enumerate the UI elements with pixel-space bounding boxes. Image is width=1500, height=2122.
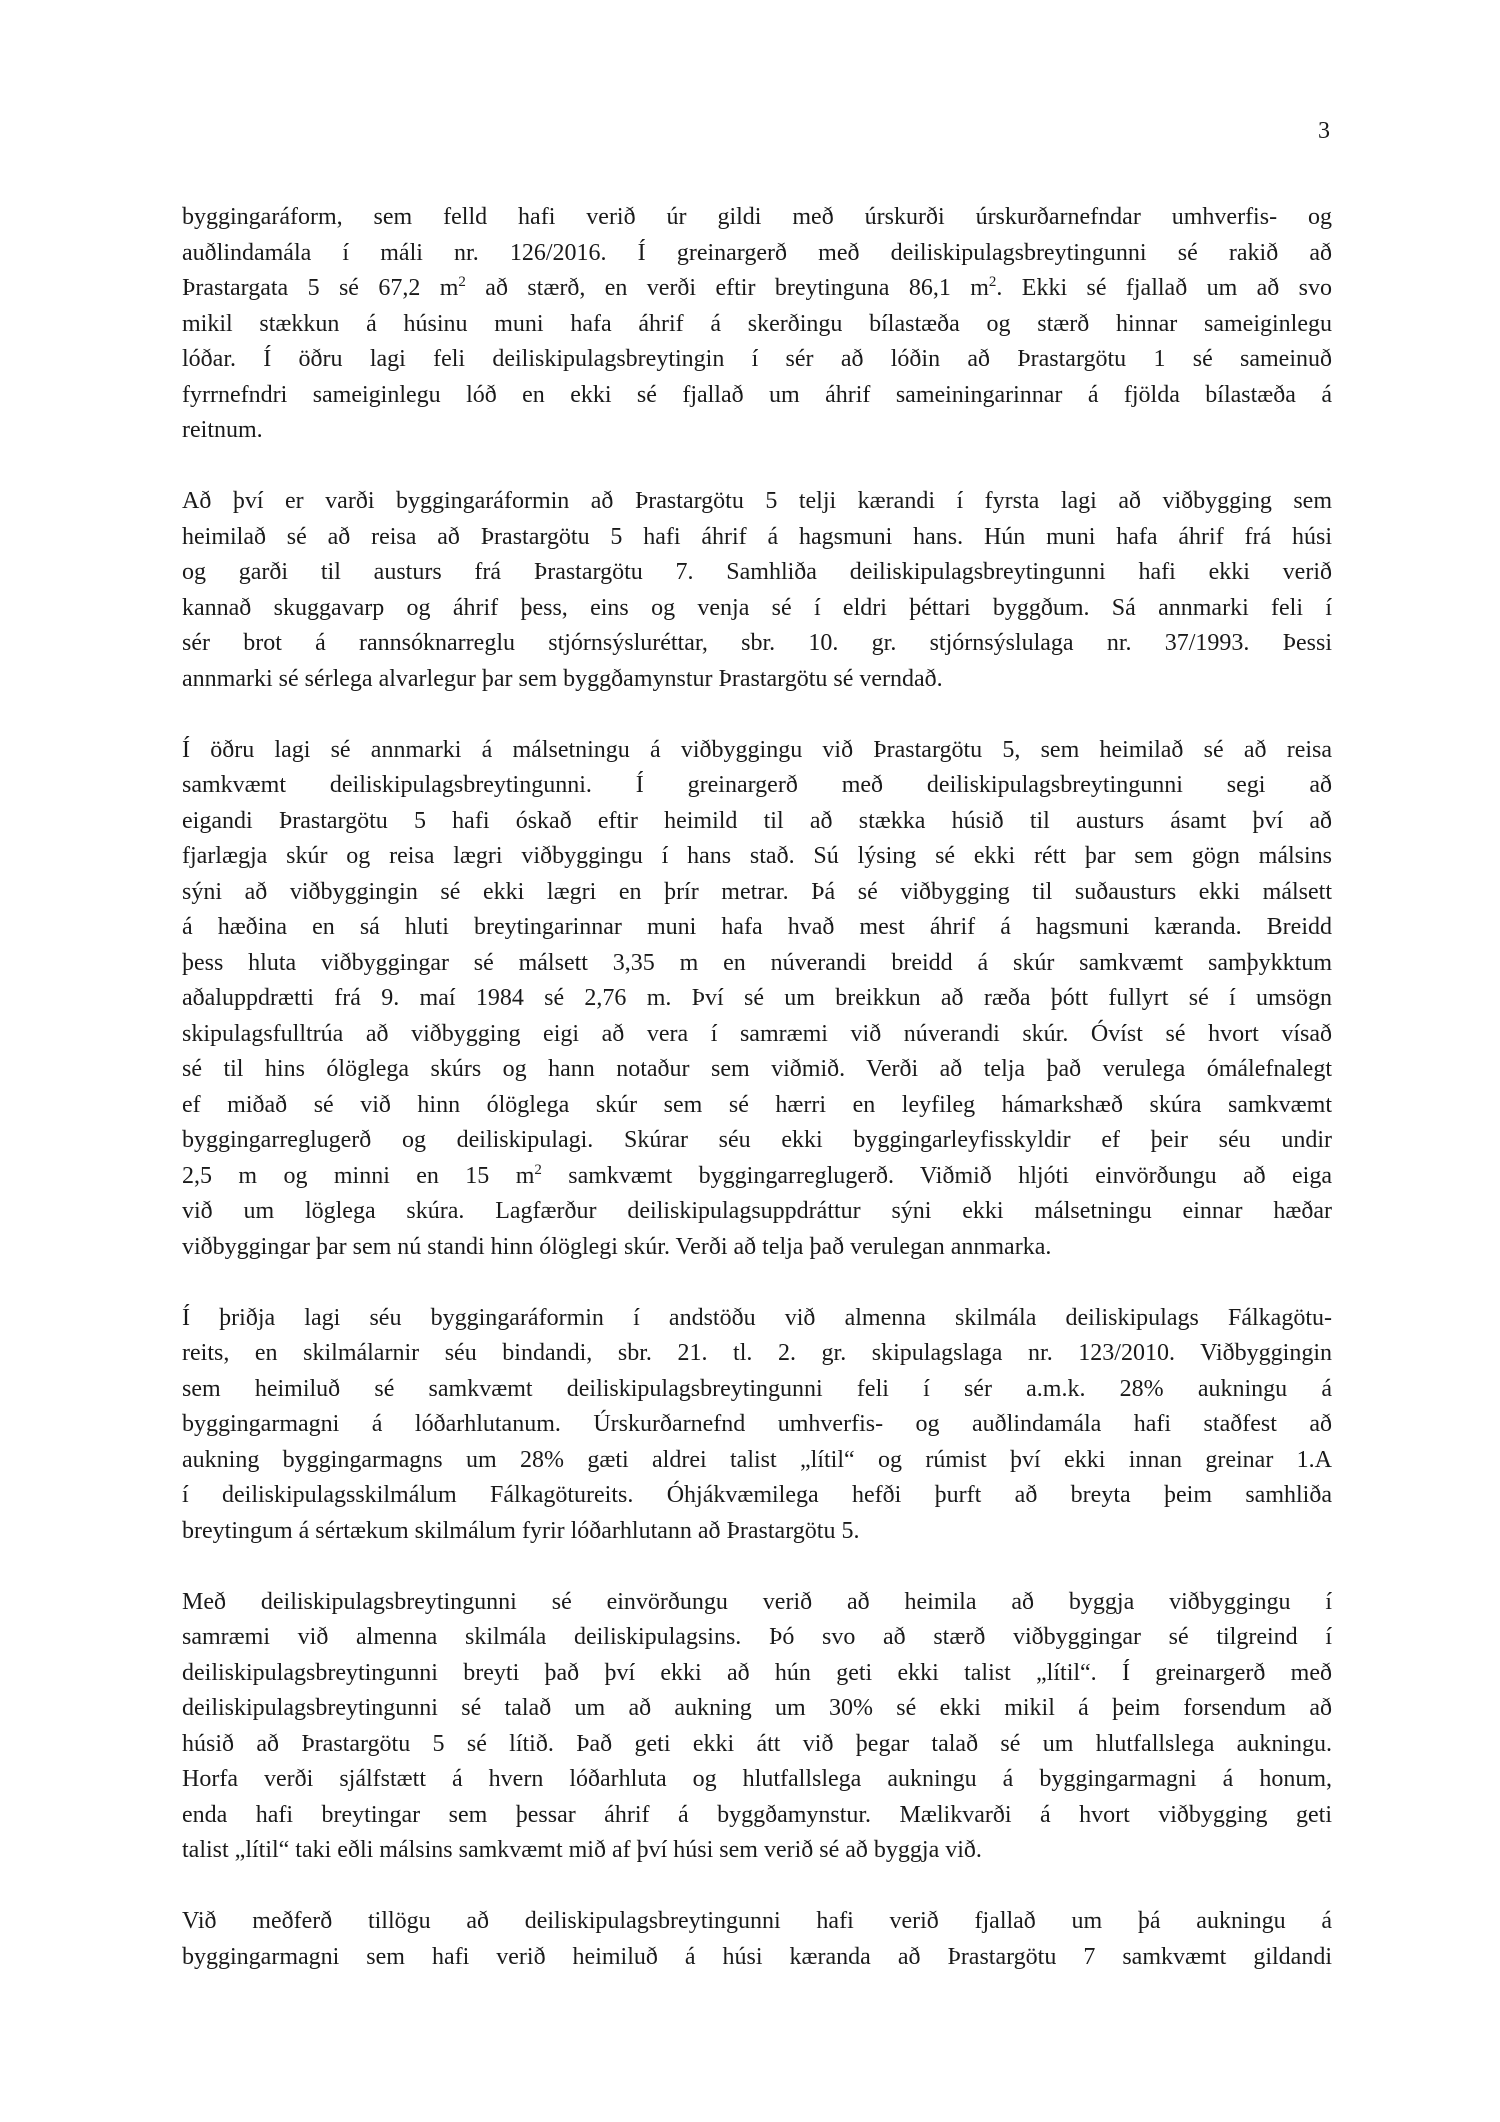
text-segment: samkvæmt byggingarreglugerð. Viðmið hljóti einvörðungu að eiga bbox=[541, 1162, 1332, 1189]
text-line: lóðar. Í öðru lagi feli deiliskipulagsbreytingin í sér að lóðin að Þrastargötu 1 sé sameinuð bbox=[182, 346, 1332, 372]
document-body bbox=[182, 200, 1332, 2011]
text-line: reitnum. bbox=[182, 417, 263, 443]
paragraph bbox=[182, 1904, 1332, 1975]
paragraph bbox=[182, 733, 1332, 1266]
text-line: húsið að Þrastargötu 5 sé lítið. Það geti ekki átt við þegar talað sé um hlutfallslega aukningu. bbox=[182, 1730, 1332, 1757]
text-line bbox=[182, 271, 1332, 307]
text-line: heimilað sé að reisa að Þrastargötu 5 hafi áhrif á hagsmuni hans. Hún muni hafa áhrif frá húsi bbox=[182, 523, 1332, 550]
text-line: Horfa verði sjálfstætt á hvern lóðarhluta og hlutfallslega aukningu á byggingarmagni á honum, bbox=[182, 1766, 1332, 1792]
text-line: auðlindamála í máli nr. 126/2016. Í greinargerð með deiliskipulagsbreytingunni sé rakið að bbox=[182, 239, 1332, 266]
text-line: samkvæmt deiliskipulagsbreytingunni. Í greinargerð með deiliskipulagsbreytingunni segi að bbox=[182, 772, 1332, 798]
text-line: byggingarreglugerð og deiliskipulagi. Skúrar séu ekki byggingarleyfisskyldir ef þeir séu undir bbox=[182, 1127, 1332, 1153]
text-line: reits, en skilmálarnir séu bindandi, sbr. 21. tl. 2. gr. skipulagslaga nr. 123/2010. Viðbyggingin bbox=[182, 1340, 1332, 1366]
text-line: enda hafi breytingar sem þessar áhrif á byggðamynstur. Mælikvarði á hvort viðbygging geti bbox=[182, 1801, 1332, 1828]
text-line: samræmi við almenna skilmála deiliskipulagsins. Þó svo að stærð viðbyggingar sé tilgreind í bbox=[182, 1624, 1332, 1650]
text-line: kannað skuggavarp og áhrif þess, eins og venja sé í eldri þéttari byggðum. Sá annmarki feli í bbox=[182, 594, 1332, 621]
text-line: og garði til austurs frá Þrastargötu 7. Samhliða deiliskipulagsbreytingunni hafi ekki verið bbox=[182, 559, 1332, 585]
text-line: aukning byggingarmagns um 28% gæti aldrei talist „lítil“ og rúmist því ekki innan greinar 1.A bbox=[182, 1446, 1332, 1473]
text-line: Að því er varði byggingaráformin að Þrastargötu 5 telji kærandi í fyrsta lagi að viðbygging sem bbox=[182, 488, 1332, 514]
text-segment: að stærð, en verði eftir breytinguna 86,1 m bbox=[465, 275, 989, 301]
text-line: Með deiliskipulagsbreytingunni sé einvörðungu verið að heimila að byggja viðbyggingu í bbox=[182, 1588, 1332, 1615]
text-line: aðaluppdrætti frá 9. maí 1984 sé 2,76 m. Því sé um breikkun að ræða þótt fullyrt sé í umsögn bbox=[182, 985, 1332, 1011]
text-line: byggingarmagni á lóðarhlutanum. Úrskurðarnefnd umhverfis- og auðlindamála hafi staðfest að bbox=[182, 1411, 1332, 1437]
text-line: byggingaráform, sem felld hafi verið úr gildi með úrskurði úrskurðarnefndar umhverfis- og bbox=[182, 204, 1332, 230]
page-number: 3 bbox=[1318, 118, 1330, 144]
text-line: Í þriðja lagi séu byggingaráformin í andstöðu við almenna skilmála deiliskipulags Fálkagötu- bbox=[182, 1304, 1332, 1331]
text-segment: . Ekki sé fjallað um að svo bbox=[996, 275, 1333, 301]
text-segment: Þrastargata 5 sé 67,2 m bbox=[182, 275, 459, 301]
text-line: fyrrnefndri sameiginlegu lóð en ekki sé fjallað um áhrif sameiningarinnar á fjölda bílastæða á bbox=[182, 381, 1332, 408]
text-line: Við meðferð tillögu að deiliskipulagsbreytingunni hafi verið fjallað um þá aukningu á bbox=[182, 1908, 1332, 1934]
superscript: 2 bbox=[534, 1161, 542, 1178]
text-line: í deiliskipulagsskilmálum Fálkagötureits. Óhjákvæmilega hefði þurft að breyta þeim samhliða bbox=[182, 1482, 1332, 1508]
paragraph bbox=[182, 484, 1332, 697]
text-line: Í öðru lagi sé annmarki á málsetningu á viðbyggingu við Þrastargötu 5, sem heimilað sé að reisa bbox=[182, 736, 1332, 763]
text-line: fjarlægja skúr og reisa lægri viðbyggingu í hans stað. Sú lýsing sé ekki rétt þar sem gögn málsins bbox=[182, 843, 1332, 869]
text-line: á hæðina en sá hluti breytingarinnar muni hafa hvað mest áhrif á hagsmuni kæranda. Breidd bbox=[182, 914, 1332, 940]
text-line: sér brot á rannsóknarreglu stjórnsýsluréttar, sbr. 10. gr. stjórnsýslulaga nr. 37/1993. Þessi bbox=[182, 630, 1332, 656]
text-line bbox=[182, 1159, 1332, 1195]
text-line: við um löglega skúra. Lagfærður deiliskipulagsuppdráttur sýni ekki málsetningu einnar hæðar bbox=[182, 1198, 1332, 1224]
text-line: breytingum á sértækum skilmálum fyrir lóðarhlutann að Þrastargötu 5. bbox=[182, 1517, 860, 1544]
text-segment: 2,5 m og minni en 15 m bbox=[182, 1162, 535, 1189]
text-line: sem heimiluð sé samkvæmt deiliskipulagsbreytingunni feli í sér a.m.k. 28% aukningu á bbox=[182, 1375, 1332, 1402]
text-line: mikil stækkun á húsinu muni hafa áhrif á skerðingu bílastæða og stærð hinnar sameiginlegu bbox=[182, 310, 1332, 337]
text-line: talist „lítil“ taki eðli málsins samkvæmt mið af því húsi sem verið sé að byggja við. bbox=[182, 1837, 982, 1863]
text-line: eigandi Þrastargötu 5 hafi óskað eftir heimild til að stækka húsið til austurs ásamt því að bbox=[182, 807, 1332, 834]
text-line: deiliskipulagsbreytingunni sé talað um að aukning um 30% sé ekki mikil á þeim forsendum að bbox=[182, 1695, 1332, 1721]
text-line: byggingarmagni sem hafi verið heimiluð á húsi kæranda að Þrastargötu 7 samkvæmt gildandi bbox=[182, 1943, 1332, 1970]
paragraph bbox=[182, 1301, 1332, 1550]
paragraph bbox=[182, 1585, 1332, 1869]
text-line: sýni að viðbyggingin sé ekki lægri en þrír metrar. Þá sé viðbygging til suðausturs ekki málsett bbox=[182, 878, 1332, 905]
paragraph bbox=[182, 200, 1332, 449]
text-line: ef miðað sé við hinn ólöglega skúr sem sé hærri en leyfileg hámarkshæð skúra samkvæmt bbox=[182, 1091, 1332, 1118]
text-line: deiliskipulagsbreytingunni breyti það því ekki að hún geti ekki talist „lítil“. Í greinargerð með bbox=[182, 1659, 1332, 1686]
text-line: þess hluta viðbyggingar sé málsett 3,35 m en núverandi breidd á skúr samkvæmt samþykktum bbox=[182, 949, 1332, 976]
text-line: skipulagsfulltrúa að viðbygging eigi að vera í samræmi við núverandi skúr. Óvíst sé hvort vísað bbox=[182, 1020, 1332, 1047]
text-line: annmarki sé sérlega alvarlegur þar sem byggðamynstur Þrastargötu sé verndað. bbox=[182, 665, 943, 692]
superscript: 2 bbox=[458, 274, 466, 290]
text-line: sé til hins ólöglega skúrs og hann notaður sem viðmið. Verði að telja það verulega ómálefnalegt bbox=[182, 1056, 1332, 1082]
superscript: 2 bbox=[988, 274, 997, 290]
text-line: viðbyggingar þar sem nú standi hinn ólöglegi skúr. Verði að telja það verulegan annmarka. bbox=[182, 1233, 1052, 1260]
